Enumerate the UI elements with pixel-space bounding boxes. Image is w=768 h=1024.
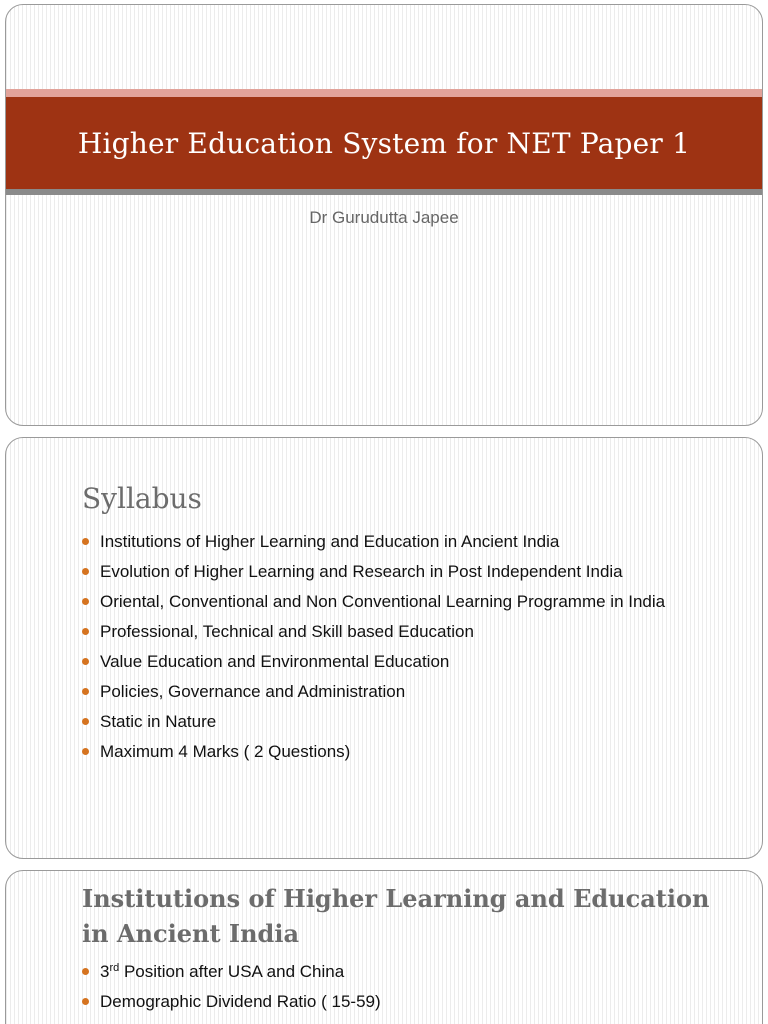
title-band [6, 97, 762, 189]
institutions-slide [5, 870, 763, 1024]
bullet-text: Institutions of Higher Learning and Education in Ancient India [100, 532, 560, 551]
list-item [82, 619, 726, 644]
bullet-icon [82, 538, 89, 545]
list-item [82, 959, 726, 984]
bullet-icon [82, 598, 89, 605]
list-item [82, 589, 726, 614]
bullet-icon [82, 968, 89, 975]
syllabus-heading: Syllabus [82, 482, 202, 515]
list-item [82, 989, 726, 1014]
bullet-text: Oriental, Conventional and Non Conventional Learning Programme in India [100, 592, 666, 611]
bullet-icon [82, 748, 89, 755]
bullet-icon [82, 998, 89, 1005]
list-item [82, 679, 726, 704]
title-slide [5, 4, 763, 426]
presentation-title: Higher Education System for NET Paper 1 [77, 126, 691, 160]
bullet-icon [82, 718, 89, 725]
bullet-text: Evolution of Higher Learning and Research in Post Independent India [100, 562, 623, 581]
bullet-ordinal-suffix: rd [109, 962, 120, 974]
bullet-text: Professional, Technical and Skill based Education [100, 622, 474, 641]
bullet-icon [82, 688, 89, 695]
author-subtitle: Dr Gurudutta Japee [309, 208, 459, 227]
bullet-text: Maximum 4 Marks ( 2 Questions) [100, 742, 351, 761]
bullet-icon [82, 658, 89, 665]
bullet-text: Policies, Governance and Administration [100, 682, 406, 701]
bullet-text: Demographic Dividend Ratio ( 15-59) [100, 992, 381, 1011]
bullet-text: Position after USA and China [119, 962, 345, 981]
institutions-heading: Institutions of Higher Learning and Education in Ancient India [82, 884, 710, 948]
title-band-bottom-stripe [6, 189, 762, 195]
title-band-top-stripe [6, 89, 762, 97]
bullet-text: Value Education and Environmental Education [100, 652, 450, 671]
syllabus-slide [5, 437, 763, 859]
institutions-bullet-list [82, 959, 726, 1019]
bullet-text: Static in Nature [100, 712, 217, 731]
list-item [82, 649, 726, 674]
list-item [82, 709, 726, 734]
bullet-icon [82, 628, 89, 635]
list-item [82, 739, 726, 764]
syllabus-bullet-list [82, 529, 726, 769]
list-item [82, 559, 726, 584]
bullet-icon [82, 568, 89, 575]
bullet-number: 3 [100, 962, 110, 981]
list-item [82, 529, 726, 554]
